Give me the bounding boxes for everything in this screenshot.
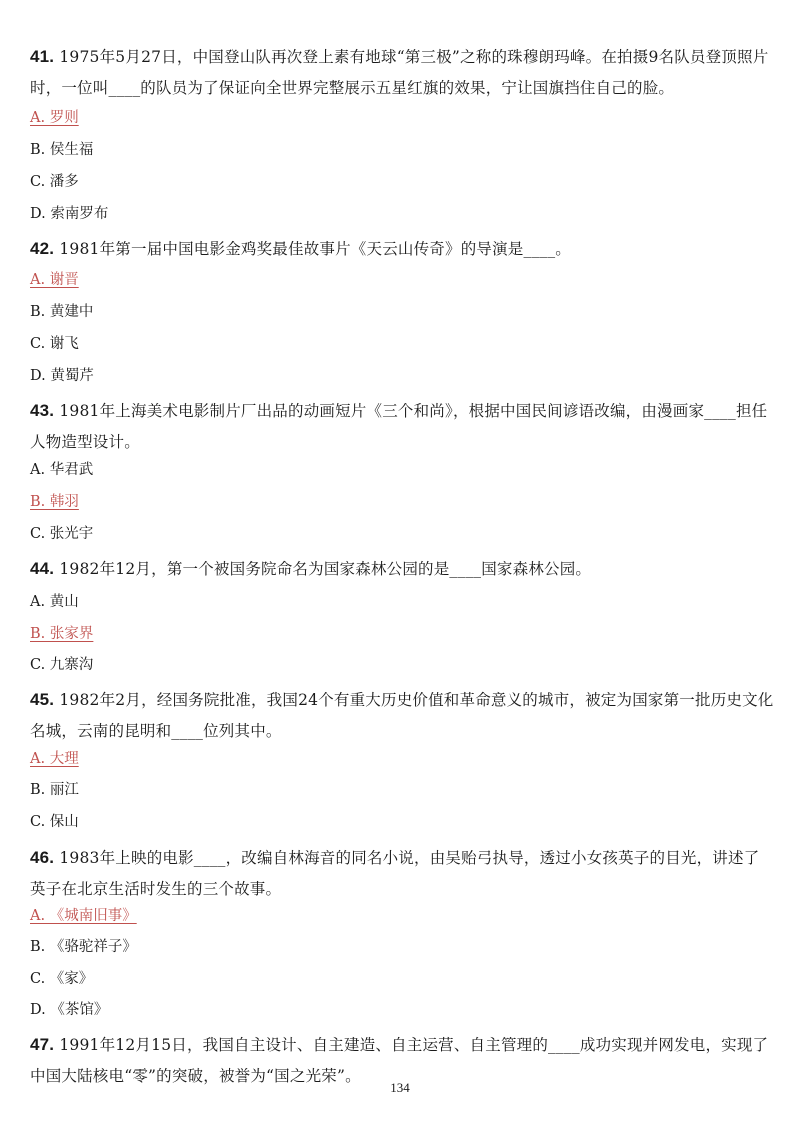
option-46-a: A. 《城南旧事》 xyxy=(30,908,137,924)
option-46-b: B. 《骆驼祥子》 xyxy=(30,939,137,955)
option-42-b: B. 黄建中 xyxy=(30,304,94,320)
option-43-b: B. 韩羽 xyxy=(30,494,79,510)
option-41-c: C. 潘多 xyxy=(30,174,79,190)
question-text: 1981年第一届中国电影金鸡奖最佳故事片《天云山传奇》的导演是____。 xyxy=(54,240,572,258)
option-41-a: A. 罗则 xyxy=(30,110,79,126)
question-number: 47. xyxy=(30,1035,55,1054)
question-text: 1982年2月，经国务院批准，我国24个有重大历史价值和革命意义的城市，被定为国家第一批历史文化名城，云南的昆明和____位列其中。 xyxy=(30,691,774,740)
question-45 xyxy=(30,684,775,747)
option-46-c: C. 《家》 xyxy=(30,971,94,987)
question-42 xyxy=(30,233,775,265)
option-41-b: B. 侯生福 xyxy=(30,142,94,158)
question-number: 46. xyxy=(30,848,55,867)
question-text: 1991年12月15日，我国自主设计、自主建造、自主运营、自主管理的____成功实现并网发电，实现了中国大陆核电“零”的突破，被誉为“国之光荣”。 xyxy=(30,1036,769,1085)
page-number: 134 xyxy=(390,1080,410,1095)
option-44-c: C. 九寨沟 xyxy=(30,657,94,673)
option-43-a: A. 华君武 xyxy=(30,462,94,478)
question-46 xyxy=(30,842,775,905)
option-42-c: C. 谢飞 xyxy=(30,336,79,352)
question-43 xyxy=(30,395,775,458)
option-45-a: A. 大理 xyxy=(30,751,79,767)
option-41-d: D. 索南罗布 xyxy=(30,206,109,222)
question-number: 45. xyxy=(30,690,55,709)
question-number: 41. xyxy=(30,47,55,66)
question-text: 1983年上映的电影____，改编自林海音的同名小说，由吴贻弓执导，透过小女孩英子的目光，讲述了英子在北京生活时发生的三个故事。 xyxy=(30,849,760,898)
option-44-a: A. 黄山 xyxy=(30,594,79,610)
option-44-b: B. 张家界 xyxy=(30,626,94,642)
question-number: 42. xyxy=(30,239,55,258)
question-text: 1981年上海美术电影制片厂出品的动画短片《三个和尚》，根据中国民间谚语改编，由漫画家____担任人物造型设计。 xyxy=(30,402,768,451)
option-45-b: B. 丽江 xyxy=(30,782,79,798)
question-number: 44. xyxy=(30,559,55,578)
option-46-d: D. 《茶馆》 xyxy=(30,1002,109,1018)
question-text: 1982年12月，第一个被国务院命名为国家森林公园的是____国家森林公园。 xyxy=(54,560,592,578)
option-45-c: C. 保山 xyxy=(30,814,79,830)
question-number: 43. xyxy=(30,401,55,420)
option-43-c: C. 张光宇 xyxy=(30,526,94,542)
question-41 xyxy=(30,41,775,104)
question-text: 1975年5月27日，中国登山队再次登上素有地球“第三极”之称的珠穆朗玛峰。在拍摄9名队员登顶照片时，一位叫____的队员为了保证向全世界完整展示五星红旗的效果，宁让国旗挡住自己的脸。 xyxy=(30,48,769,97)
option-42-a: A. 谢晋 xyxy=(30,272,79,288)
option-42-d: D. 黄蜀芹 xyxy=(30,368,94,384)
question-44 xyxy=(30,553,775,585)
